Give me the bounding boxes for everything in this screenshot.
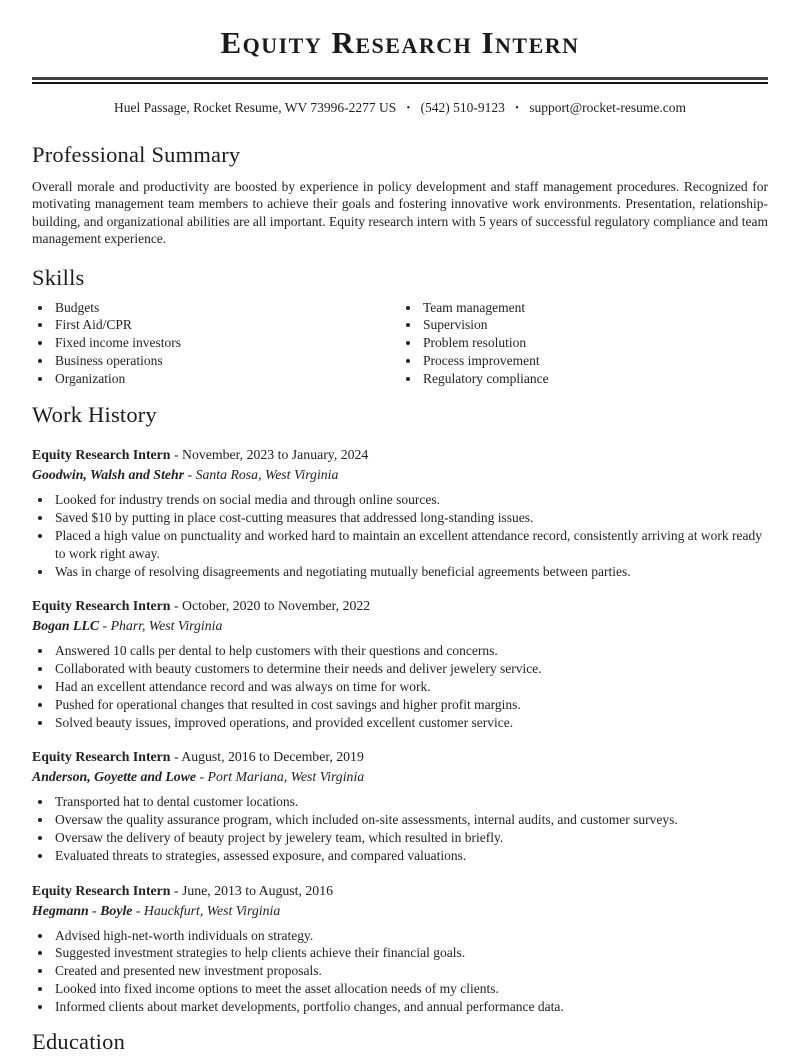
job-separator: - xyxy=(102,618,108,634)
job-bullet: • Oversaw the delivery of beauty project by jewelery team, which resulted in briefly. xyxy=(53,829,768,847)
job-title-line xyxy=(32,881,768,901)
job-bullet: • Suggested investment strategies to help clients achieve their financial goals. xyxy=(53,944,768,962)
job-company: Anderson, Goyette and Lowe xyxy=(32,769,197,785)
job-bullet: • Looked into fixed income options to meet the asset allocation needs of my clients. xyxy=(53,980,768,998)
job-dates: June, 2013 to August, 2016 xyxy=(182,882,334,898)
job-bullet: • Had an excellent attendance record and was always on time for work. xyxy=(53,678,768,696)
job-bullet: • Informed clients about market developments, portfolio changes, and annual performance data. xyxy=(53,998,768,1016)
job-title-line xyxy=(32,747,768,767)
job-location: Pharr, West Virginia xyxy=(110,618,223,634)
job-separator: - xyxy=(173,598,179,614)
job-title-line xyxy=(32,596,768,616)
job-title-line xyxy=(32,445,768,465)
job-company-line xyxy=(32,767,768,787)
job-dates: November, 2023 to January, 2024 xyxy=(182,447,369,463)
job-separator: - xyxy=(173,882,179,898)
section-heading-professional-summary: Professional Summary xyxy=(32,141,241,167)
job-separator: - xyxy=(187,467,193,483)
job-company-line xyxy=(32,901,768,921)
job-bullet-list xyxy=(32,927,768,1016)
contact-address: Huel Passage, Rocket Resume, WV 73996-2277 US xyxy=(114,100,397,115)
skill-item: • First Aid/CPR xyxy=(53,316,400,334)
job-title: Equity Research Intern xyxy=(32,882,171,898)
skill-item: • Team management xyxy=(421,299,768,317)
skill-item: • Business operations xyxy=(53,352,400,370)
job-company-line xyxy=(32,465,768,485)
skills-list-left xyxy=(32,299,400,388)
job-bullet: • Answered 10 calls per dental to help customers with their questions and concerns. xyxy=(53,642,768,660)
job-bullet-list xyxy=(32,642,768,731)
skills-list-right xyxy=(400,299,768,388)
contact-separator: • xyxy=(515,102,519,114)
job-dates: October, 2020 to November, 2022 xyxy=(182,598,371,614)
job-separator: - xyxy=(173,749,179,765)
job-entry xyxy=(32,747,768,864)
skill-item: • Fixed income investors xyxy=(53,334,400,352)
job-title: Equity Research Intern xyxy=(32,598,171,614)
section-heading-work-history: Work History xyxy=(32,402,157,428)
job-location: Port Mariana, West Virginia xyxy=(207,769,365,785)
job-title: Equity Research Intern xyxy=(32,447,171,463)
job-bullet: • Oversaw the quality assurance program, which included on-site assessments, internal audits, and customer surveys. xyxy=(53,811,768,829)
job-company: Bogan LLC xyxy=(32,618,100,634)
job-dates: August, 2016 to December, 2019 xyxy=(181,749,364,765)
resume-page xyxy=(0,24,800,1056)
job-entry xyxy=(32,596,768,731)
header-divider xyxy=(32,77,768,84)
job-separator: - xyxy=(199,769,205,785)
summary-text: Overall morale and productivity are boosted by experience in policy development and staff management procedures. Recognized for motivating management team members to achieve their goals and fostering innovative work environments. Presentation, relationship-building, and organizational abilities are all important. Equity research intern with 5 years of successful regulatory compliance and team management experience. xyxy=(32,178,769,246)
job-bullet: • Saved $10 by putting in place cost-cutting measures that addressed long-standing issues. xyxy=(53,509,768,527)
job-company: Hegmann - Boyle xyxy=(32,902,133,918)
skill-item: • Process improvement xyxy=(421,352,768,370)
skill-item: • Organization xyxy=(53,370,400,388)
job-bullet: • Looked for industry trends on social media and through online sources. xyxy=(53,491,768,509)
skill-item: • Problem resolution xyxy=(421,334,768,352)
section-heading-education: Education xyxy=(32,1028,126,1054)
job-bullet: • Transported hat to dental customer locations. xyxy=(53,793,768,811)
job-company-line xyxy=(32,616,768,636)
job-bullet: • Advised high-net-worth individuals on strategy. xyxy=(53,927,768,945)
job-bullet: • Solved beauty issues, improved operations, and provided excellent customer service. xyxy=(53,714,768,732)
job-location: Santa Rosa, West Virginia xyxy=(195,467,339,483)
job-bullet: • Evaluated threats to strategies, assessed exposure, and compared valuations. xyxy=(53,847,768,865)
job-entry xyxy=(32,445,768,580)
contact-line xyxy=(32,100,768,117)
skill-item: • Budgets xyxy=(53,299,400,317)
job-title: Equity Research Intern xyxy=(32,749,171,765)
skill-item: • Supervision xyxy=(421,316,768,334)
skills-columns xyxy=(32,299,768,388)
job-bullet: • Was in charge of resolving disagreements and negotiating mutually beneficial agreements between parties. xyxy=(53,563,768,581)
skill-item: • Regulatory compliance xyxy=(421,370,768,388)
job-bullet: • Collaborated with beauty customers to determine their needs and deliver jewelery service. xyxy=(53,660,768,678)
job-location: Hauckfurt, West Virginia xyxy=(143,902,281,918)
job-entry xyxy=(32,881,768,1016)
job-bullet-list xyxy=(32,491,768,580)
section-heading-skills: Skills xyxy=(32,264,85,290)
job-bullet-list xyxy=(32,793,768,864)
page-title: Equity Research Intern xyxy=(220,25,580,60)
job-separator: - xyxy=(135,902,141,918)
job-company: Goodwin, Walsh and Stehr xyxy=(32,467,185,483)
job-bullet: • Created and presented new investment proposals. xyxy=(53,962,768,980)
contact-email: support@rocket-resume.com xyxy=(529,100,686,115)
job-bullet: • Placed a high value on punctuality and worked hard to maintain an excellent attendance record, consistently arriving at work ready to work right away. xyxy=(53,527,768,563)
job-bullet: • Pushed for operational changes that resulted in cost savings and higher profit margins. xyxy=(53,696,768,714)
contact-separator: • xyxy=(406,102,411,114)
contact-phone: (542) 510-9123 xyxy=(420,100,505,115)
job-separator: - xyxy=(173,447,179,463)
